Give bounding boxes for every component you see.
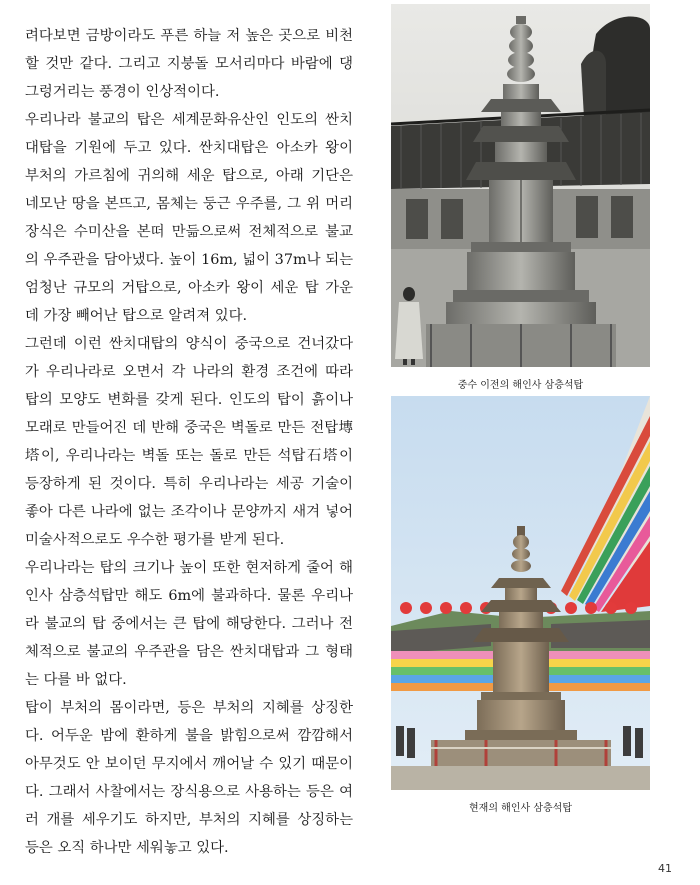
paragraph: 려다보면 금방이라도 푸른 하늘 저 높은 곳으로 비천할 것만 같다. 그리고 지붕돌 모서리마다 바람에 댕그렁거리는 풍경이 인상적이다. [25,28,353,100]
paragraph: 탑이 부처의 몸이라면, 등은 부처의 지혜를 상징한다. 어두운 밤에 환하게 불을 밝힘으로써 깜깜해서 아무것도 안 보이던 무지에서 깨어날 수 있기 때문이다. 그래서 사찰에서는 장식용으로 사용하는 등은 여러 개를 세우기도 하지만, 부처의 지혜를 상징하는 등은 오직 하나만 세워놓고 있다. [25,700,353,856]
paragraph: 우리나라는 탑의 크기나 높이 또한 현저하게 줄어 해인사 삼층석탑만 해도 6m에 불과하다. 물론 우리나라 불교의 탑 중에서는 큰 탑에 해당한다. 그러나 전체적으로 불교의 우주관을 담은 싼치대탑과 그 형태는 다를 바 없다. [25,560,353,688]
paragraph: 우리나라 불교의 탑은 세계문화유산인 인도의 싼치 대탑을 기원에 두고 있다. 싼치대탑은 아소카 왕이 부처의 가르침에 귀의해 세운 탑으로, 아래 기단은 네모난 땅을 본뜨고, 몸체는 둥근 우주를, 그 위 머리장식은 수미산을 본떠 만듦으로써 전체적으로 불교의 우주관을 담아냈다. 높이 16m, 넓이 37m나 되는 엄청난 규모의 거탑으로, 아소카 왕이 세운 탑 가운데 가장 빼어난 탑으로 알려져 있다. [25,112,353,324]
current-photo-caption: 현재의 해인사 삼층석탑 [469,803,572,814]
paragraph: 그런데 이런 싼치대탑의 양식이 중국으로 건너갔다가 우리나라로 오면서 각 나라의 환경 조건에 따라 탑의 모양도 변화를 갖게 된다. 인도의 탑이 흙이나 모래로 만들어진 데 반해 중국은 벽돌로 만든 전탑塼塔이, 우리나라는 벽돌 또는 돌로 만든 석탑石塔이 등장하게 된 것이다. 특히 우리나라는 세공 기술이 좋아 다른 나라에 없는 조각이나 문양까지 새겨 넣어 미술사적으로도 우수한 평가를 받게 된다. [25,336,353,548]
current-pagoda-photo [391,396,650,790]
old-pagoda-photo [391,4,650,367]
body-text [25,22,353,862]
old-photo-caption: 중수 이전의 해인사 삼층석탑 [457,380,584,391]
page-number: 41 [658,862,672,875]
